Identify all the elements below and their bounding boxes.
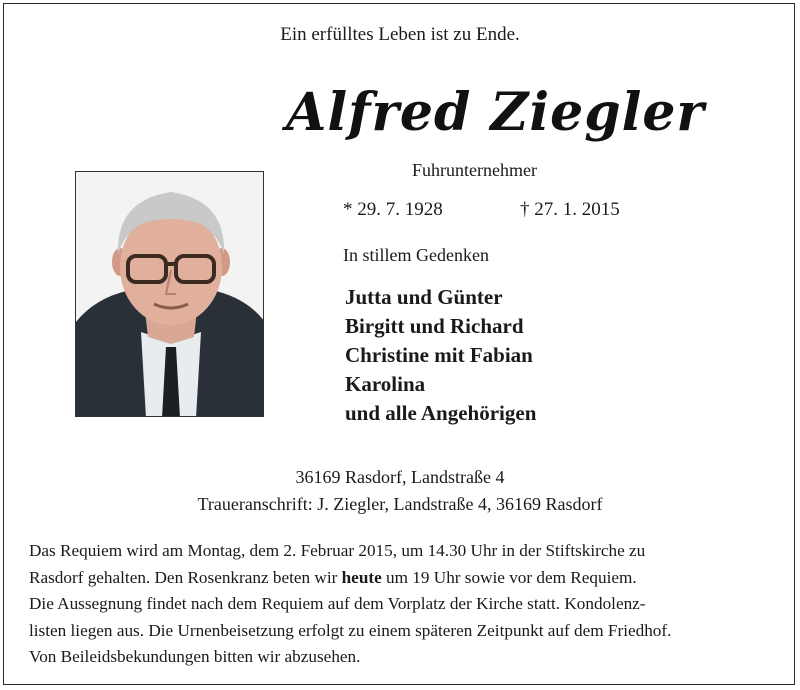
memory-line: In stillem Gedenken bbox=[343, 245, 489, 265]
intro-text: Ein erfülltes Leben ist zu Ende. bbox=[280, 24, 520, 45]
details-text: Rasdorf gehalten. Den Rosenkranz beten wir bbox=[29, 567, 342, 587]
mourner-name: Karolina bbox=[345, 372, 426, 396]
details-line: listen liegen aus. Die Urnenbeisetzung erfolgt zu einem späteren Zeitpunkt auf dem Friedhof. bbox=[29, 620, 672, 640]
mourner-name: Jutta und Günter bbox=[345, 285, 503, 309]
portrait-photo bbox=[75, 171, 264, 417]
details-emphasis: heute bbox=[341, 567, 382, 587]
details-line: Das Requiem wird am Montag, dem 2. Februar 2015, um 14.30 Uhr in der Stiftskirche zu bbox=[29, 541, 646, 560]
mourners-list bbox=[345, 283, 536, 428]
profession-text: Fuhrunternehmer bbox=[412, 160, 537, 180]
mourner-name: Christine mit Fabian bbox=[345, 343, 533, 367]
funeral-details bbox=[29, 538, 781, 671]
mourning-address: Traueranschrift: J. Ziegler, Landstraße 4, 36169 Rasdorf bbox=[197, 494, 603, 514]
death-date: † 27. 1. 2015 bbox=[520, 199, 620, 220]
details-text: um 19 Uhr sowie vor dem Requiem. bbox=[381, 567, 637, 587]
details-line: Von Beileidsbekundungen bitten wir abzusehen. bbox=[29, 647, 361, 667]
mourner-name: Birgitt und Richard bbox=[345, 314, 524, 338]
address-line: 36169 Rasdorf, Landstraße 4 bbox=[295, 467, 505, 487]
details-line: Die Aussegnung findet nach dem Requiem auf dem Vorplatz der Kirche statt. Kondolenz- bbox=[29, 594, 646, 614]
portrait-image bbox=[76, 172, 264, 417]
deceased-name: Alfred Ziegler bbox=[286, 82, 705, 143]
details-line bbox=[29, 565, 781, 592]
mourner-name: und alle Angehörigen bbox=[345, 401, 537, 425]
birth-date: * 29. 7. 1928 bbox=[343, 199, 443, 220]
